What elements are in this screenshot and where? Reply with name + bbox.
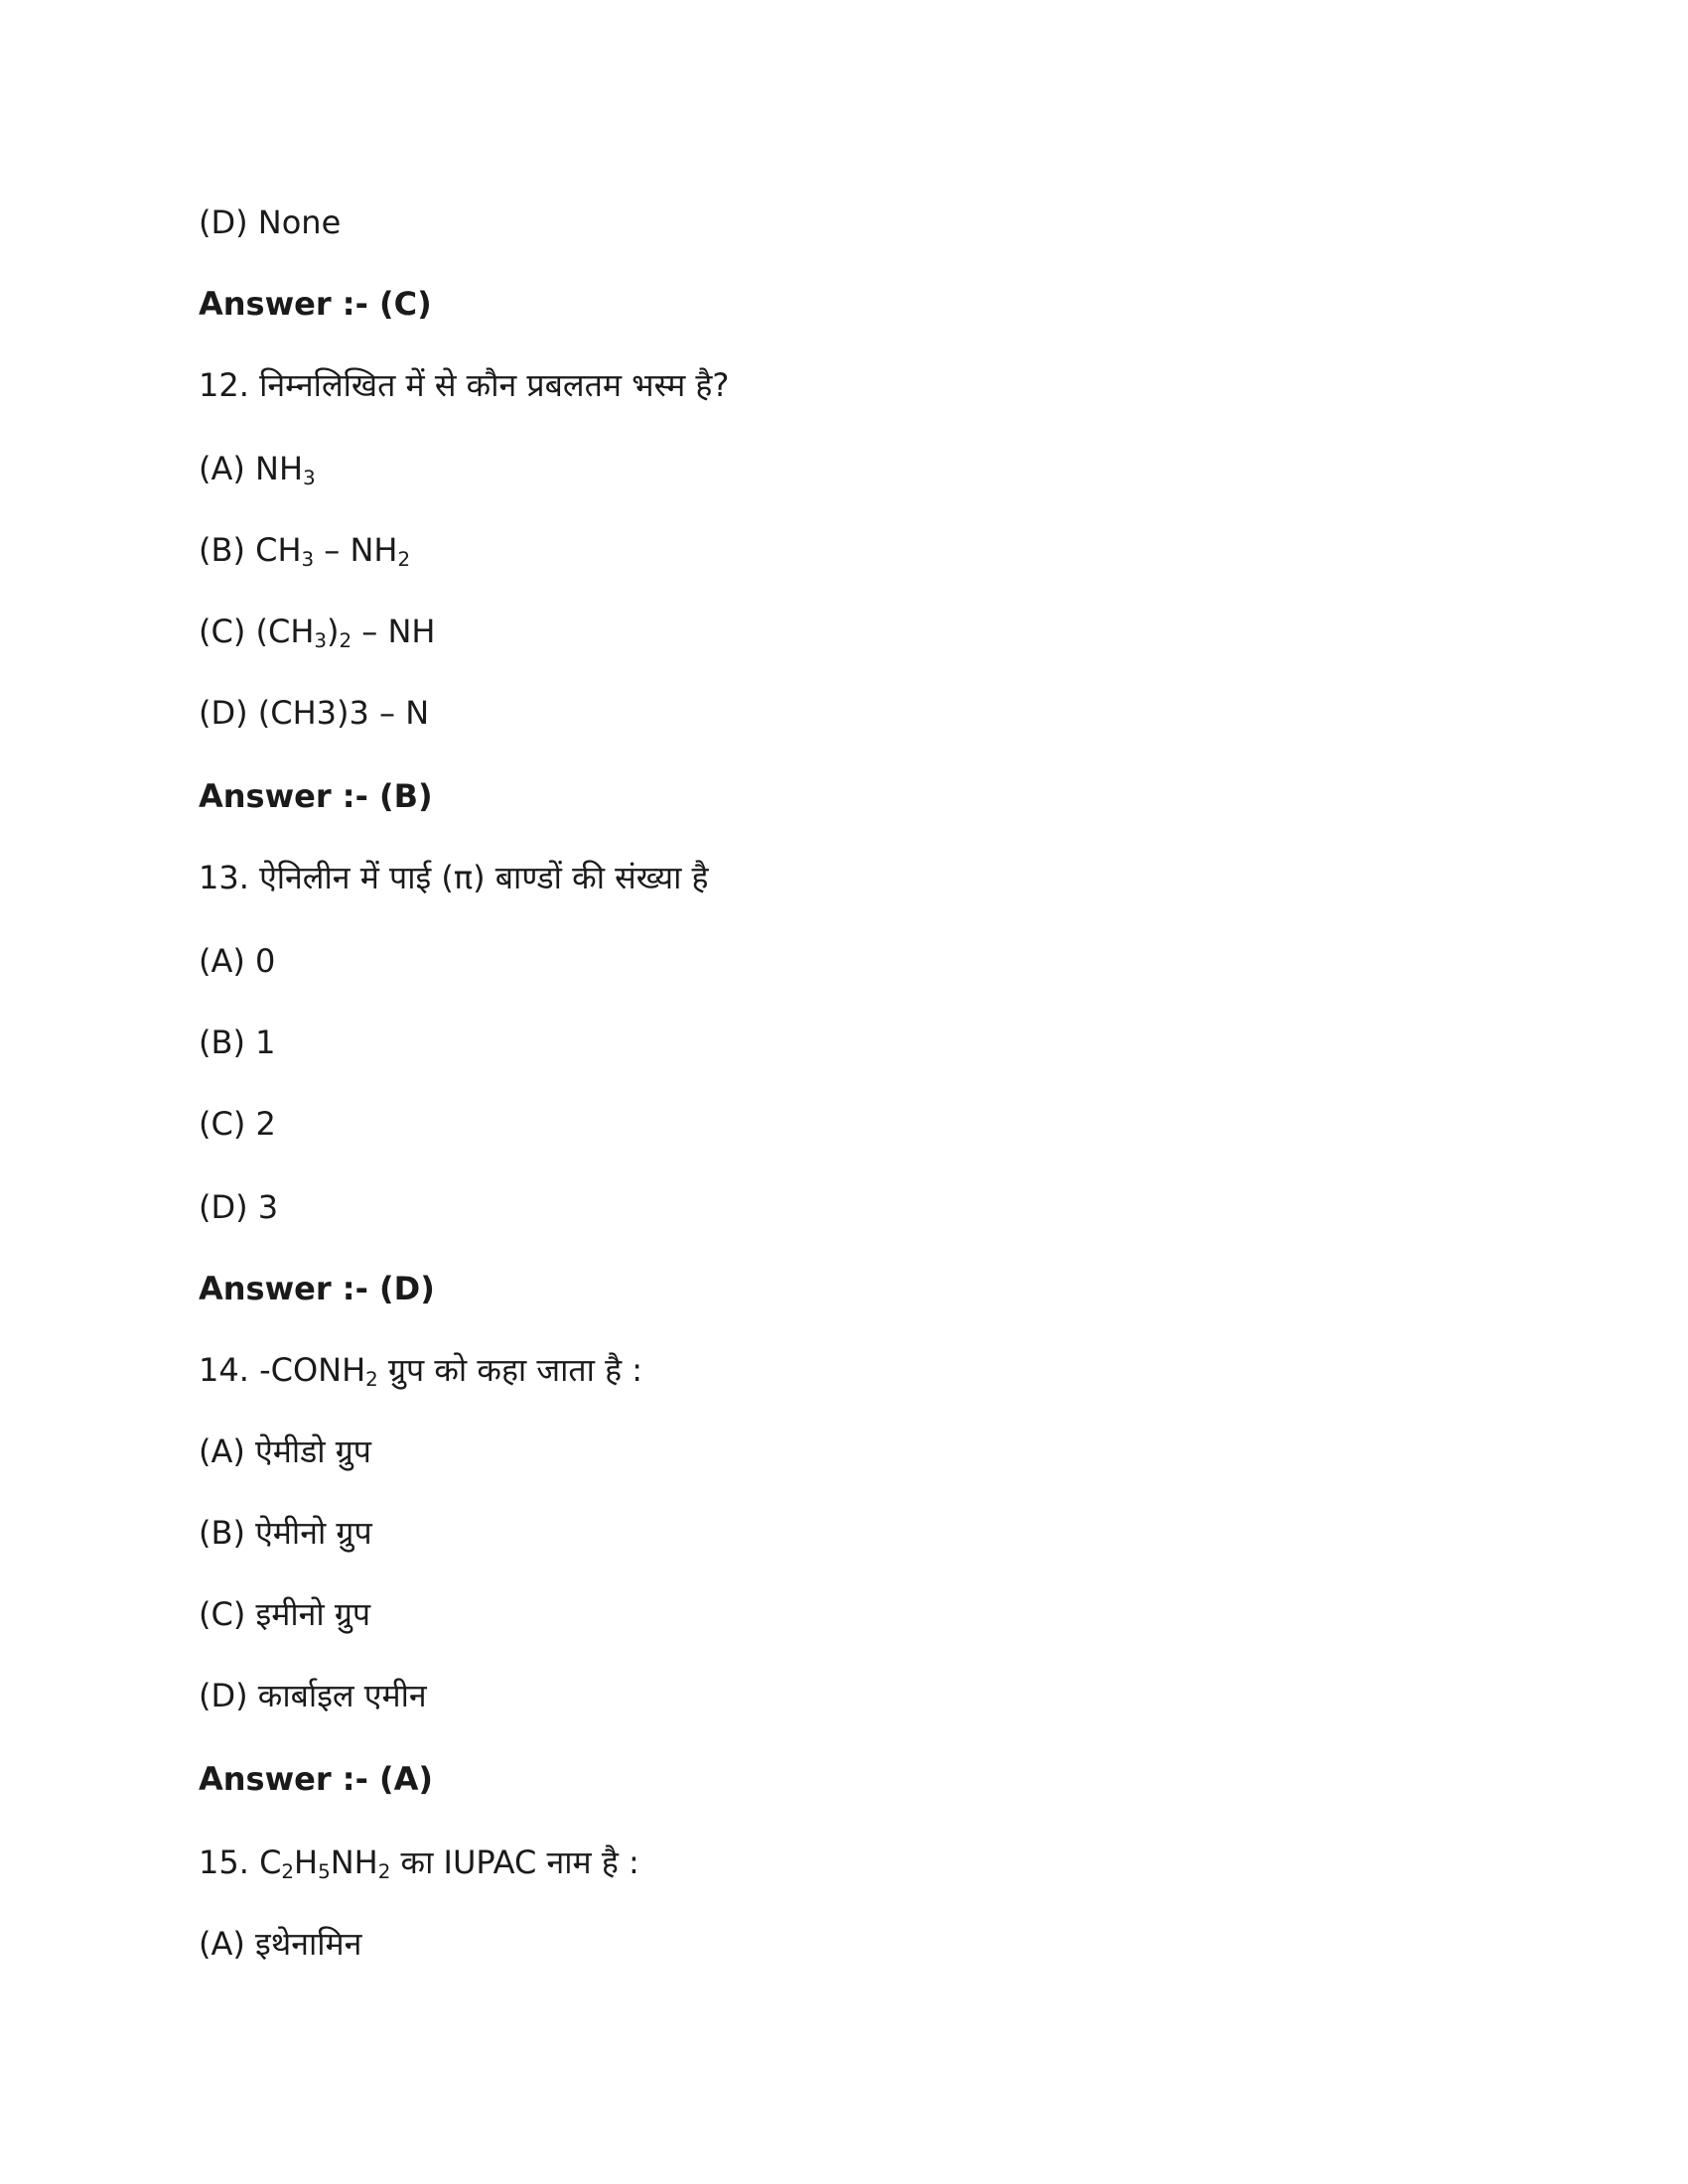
q14-answer: [199, 1759, 433, 1799]
q12-answer: [199, 776, 433, 816]
subscript: 2: [397, 547, 411, 571]
text-segment: 13. ऐनिलीन में पाई (π) बाण्डों की संख्या है: [199, 859, 709, 896]
q14-opt-d: [199, 1676, 427, 1715]
q13-question: [199, 858, 709, 897]
text-segment: – NH: [314, 531, 398, 569]
q13-opt-d: [199, 1187, 278, 1227]
text-segment: (D) (CH3)3 – N: [199, 694, 430, 732]
text-segment: (D) कार्बाइल एमीन: [199, 1677, 427, 1714]
q14-opt-c: [199, 1594, 370, 1634]
q12-question: [199, 365, 729, 405]
text-segment: (B) 1: [199, 1024, 276, 1061]
text-segment: (D) None: [199, 204, 342, 241]
text-segment: – NH: [352, 613, 436, 650]
subscript: 3: [303, 466, 316, 489]
subscript: 2: [377, 1859, 391, 1883]
q15-question: [199, 1843, 639, 1882]
q13-answer: [199, 1269, 435, 1308]
q15-opt-a: [199, 1924, 361, 1964]
text-segment: H: [294, 1843, 319, 1881]
text-segment: (A) इथेनामिन: [199, 1925, 362, 1963]
text-segment: (C) (CH: [199, 613, 315, 650]
q13-opt-c: [199, 1104, 276, 1144]
subscript: 2: [365, 1367, 378, 1391]
q11-opt-d: [199, 203, 341, 242]
text-segment: (D) 3: [199, 1188, 279, 1226]
text-segment: 15. C: [199, 1843, 282, 1881]
subscript: 2: [339, 628, 352, 652]
text-segment: (B) ऐमीनो ग्रुप: [199, 1514, 372, 1552]
q12-opt-a: [199, 449, 316, 488]
subscript: 5: [318, 1859, 331, 1883]
q13-opt-a: [199, 941, 275, 981]
q13-opt-b: [199, 1023, 275, 1062]
text-segment: का IUPAC नाम है :: [390, 1843, 639, 1881]
text-segment: (C) इमीनो ग्रुप: [199, 1595, 371, 1633]
subscript: 3: [301, 547, 315, 571]
q12-opt-d: [199, 693, 429, 733]
q14-opt-a: [199, 1432, 371, 1471]
text-segment: (A) NH: [199, 450, 304, 487]
text-segment: ): [327, 613, 340, 650]
q12-opt-c: [199, 612, 435, 651]
subscript: 3: [314, 628, 327, 652]
q12-opt-b: [199, 530, 410, 570]
text-segment: NH: [330, 1843, 378, 1881]
text-segment: (B) CH: [199, 531, 302, 569]
q14-opt-b: [199, 1513, 372, 1553]
text-segment: (C) 2: [199, 1105, 276, 1143]
text-segment: 14. -CONH: [199, 1351, 366, 1389]
text-segment: (A) ऐमीडो ग्रुप: [199, 1433, 371, 1470]
text-segment: Answer :- (B): [199, 777, 433, 815]
q14-question: [199, 1350, 642, 1390]
text-segment: Answer :- (A): [199, 1760, 434, 1798]
text-segment: Answer :- (C): [199, 285, 432, 323]
q11-answer: [199, 284, 432, 324]
text-segment: ग्रुप को कहा जाता है :: [377, 1351, 643, 1389]
text-segment: 12. निम्नलिखित में से कौन प्रबलतम भस्म है?: [199, 366, 730, 404]
text-segment: Answer :- (D): [199, 1270, 435, 1307]
subscript: 2: [281, 1859, 295, 1883]
text-segment: (A) 0: [199, 942, 276, 980]
